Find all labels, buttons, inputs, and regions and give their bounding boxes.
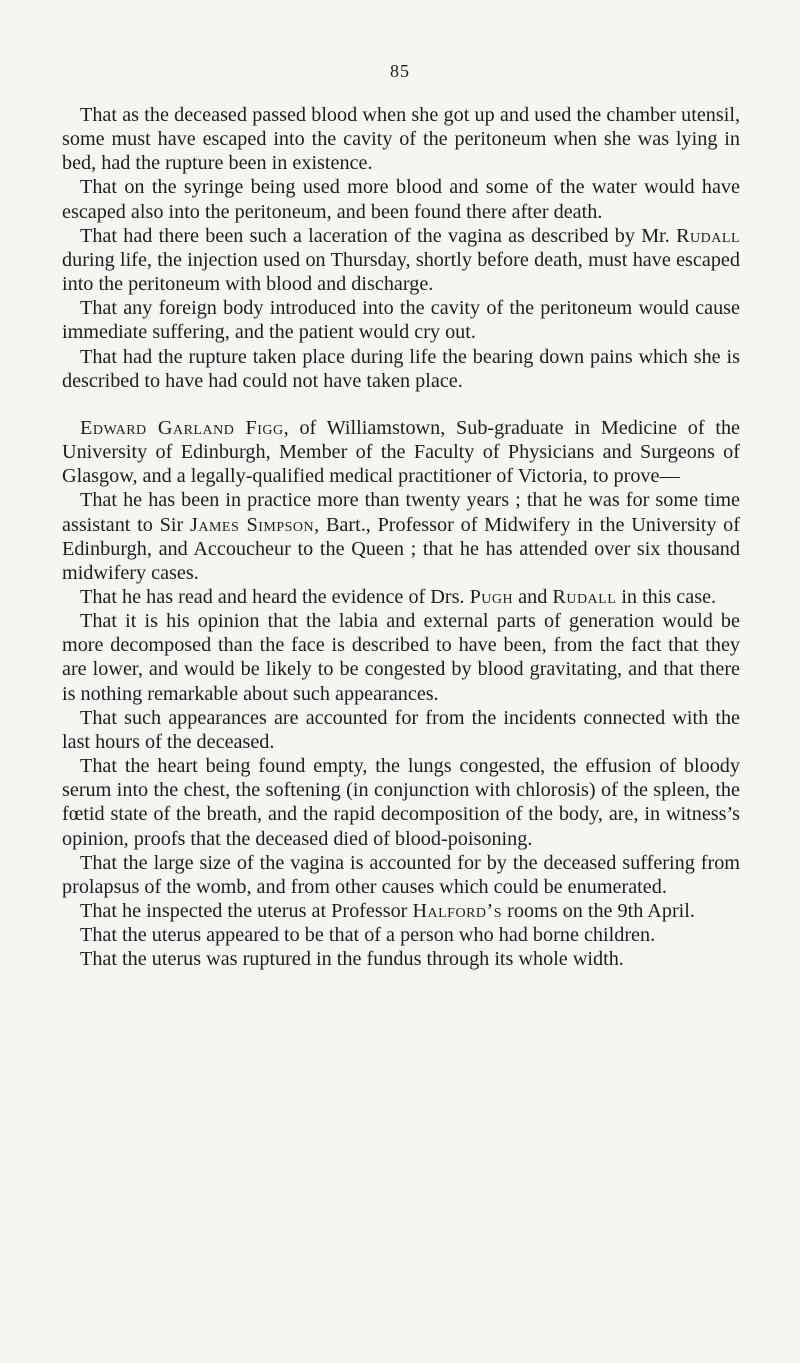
paragraph: That the large size of the vagina is accounted for by the deceased suffering from prolapsus of the womb, and from other causes which could be enumerated. (62, 851, 740, 898)
paragraph: That he has been in practice more than twenty years ; that he was for some time assistant to Sir James Simpson, Bart., Professor of Midwifery in the University of Edinburgh, and Accoucheur to the Queen ; that he has attended over six thousand midwifery cases. (62, 489, 741, 584)
paragraph: That had there been such a laceration of the vagina as described by Mr. Rudall during life, the injection used on Thursday, shortly before death, must have escaped into the peritoneum with blood and discharge. (62, 224, 740, 296)
paragraph: That it is his opinion that the labia and external parts of generation would be more decomposed than the face is described to have been, from the fact that they are lower, and would be likely to be congested by blood gravitating, and that there is nothing remarkable about such appearances. (62, 610, 740, 705)
paragraph: That on the syringe being used more blood and some of the water would have escaped also into the peritoneum, and been found there after death. (62, 176, 740, 223)
paragraph: That as the deceased passed blood when she got up and used the chamber utensil, some must have escaped into the cavity of the peritoneum when she was lying in bed, had the rupture been in existence. (62, 104, 740, 175)
paragraph: That such appearances are accounted for from the incidents connected with the last hours of the deceased. (62, 706, 740, 753)
person-name: Rudall (676, 224, 740, 247)
paragraph: Edward Garland Figg, of Williamstown, Sub-graduate in Medicine of the University of Edinburgh, Member of the Faculty of Physicians and Surgeons of Glasgow, and a legally-qualified medical practitioner of Victoria, to prove— (62, 416, 741, 488)
paragraph: That he has read and heard the evidence of Drs. Pugh and Rudall in this case. (80, 585, 717, 608)
person-name: Edward Garland Figg (80, 416, 284, 439)
body-text (62, 103, 740, 971)
page-number: 85 (390, 61, 410, 81)
paragraph: That he inspected the uterus at Professor Halford’s rooms on the 9th April. (80, 900, 695, 922)
paragraph: That the heart being found empty, the lungs congested, the effusion of bloody serum into the chest, the softening (in conjunction with chlorosis) of the spleen, the fœtid state of the breath, and the rapid decomposition of the body, are, in witness’s opinion, proofs that the deceased died of blood-poisoning. (62, 755, 740, 850)
person-name: Halford’s (412, 900, 503, 922)
paragraph: That had the rupture taken place during life the bearing down pains which she is described to have had could not have taken place. (62, 345, 740, 392)
person-name: Pugh (469, 585, 514, 608)
person-name: Rudall (552, 585, 617, 608)
paragraph: That any foreign body introduced into the cavity of the peritoneum would cause immediate suffering, and the patient would cry out. (62, 297, 740, 344)
person-name: James Simpson (189, 513, 315, 536)
paragraph: That the uterus appeared to be that of a person who had borne children. (80, 924, 656, 947)
paragraph: That the uterus was ruptured in the fundus through its whole width. (80, 948, 624, 971)
